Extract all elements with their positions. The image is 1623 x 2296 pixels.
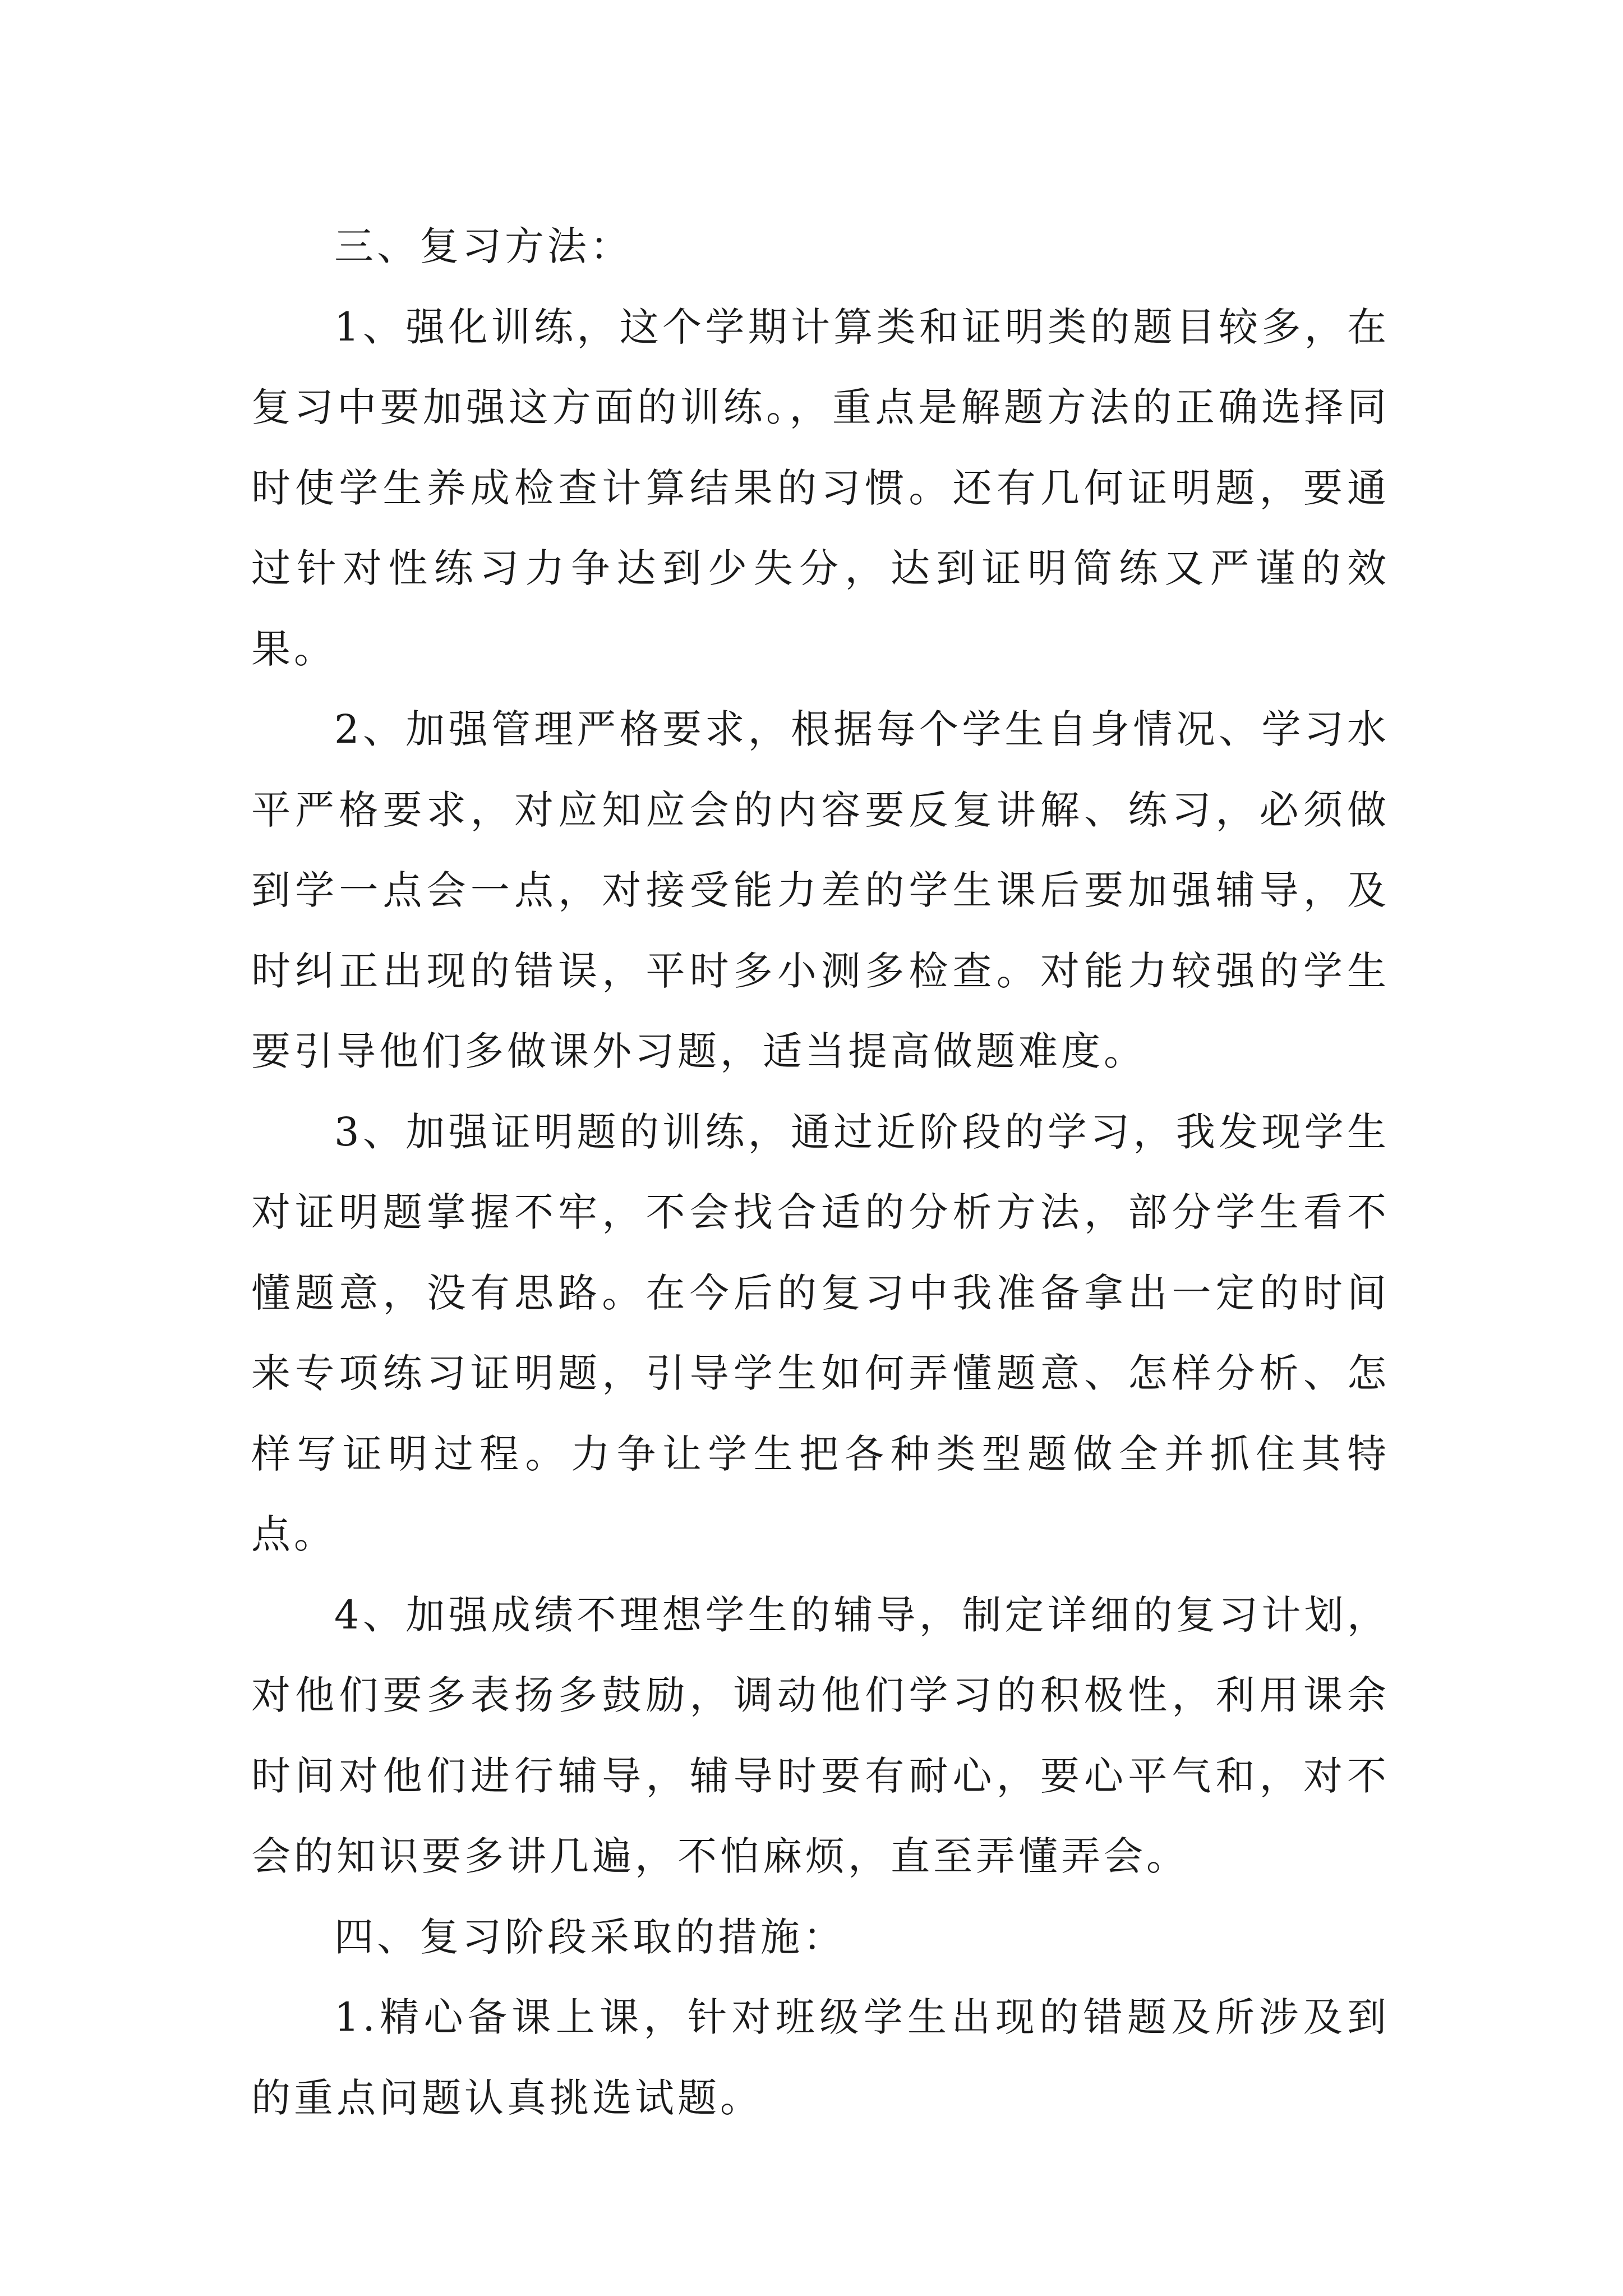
section-heading-measures: 四、复习阶段采取的措施：	[334, 1913, 846, 1960]
paragraph-method-1: 1、强化训练，这个学期计算类和证明类的题目较多，在复习中要加强这方面的训练。，重点是解题方法的正确选择同时使学生养成检查计算结果的习惯。还有几何证明题，要通过针对性练习力争达到少失分，达到证明简练又严谨的效果。	[251, 303, 1390, 672]
paragraph-method-3: 3、加强证明题的训练，通过近阶段的学习，我发现学生对证明题掌握不牢，不会找合适的分析方法，部分学生看不懂题意，没有思路。在今后的复习中我准备拿出一定的时间来专项练习证明题，引导学生如何弄懂题意、怎样分析、怎样写证明过程。力争让学生把各种类型题做全并抓住其特点。	[251, 1108, 1390, 1557]
paragraph-method-2: 2、加强管理严格要求，根据每个学生自身情况、学习水平严格要求，对应知应会的内容要反复讲解、练习，必须做到学一点会一点，对接受能力差的学生课后要加强辅导，及时纠正出现的错误，平时多小测多检查。对能力较强的学生要引导他们多做课外习题，适当提高做题难度。	[251, 706, 1390, 1074]
document-body	[251, 206, 1390, 2138]
paragraph-method-4: 4、加强成绩不理想学生的辅导，制定详细的复习计划，对他们要多表扬多鼓励，调动他们学习的积极性，利用课余时间对他们进行辅导，辅导时要有耐心，要心平气和，对不会的知识要多讲几遍，不怕麻烦，直至弄懂弄会。	[251, 1591, 1390, 1879]
paragraph-measure-1: 1.精心备课上课，针对班级学生出现的错题及所涉及到的重点问题认真挑选试题。	[251, 1994, 1390, 2121]
section-heading-review-methods: 三、复习方法：	[334, 223, 633, 269]
